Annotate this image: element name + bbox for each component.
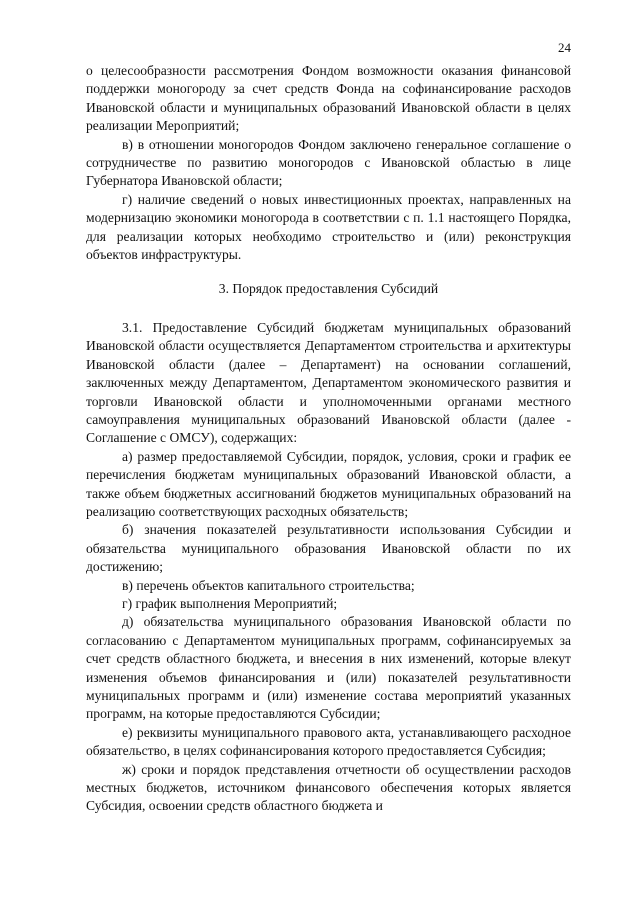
paragraph: в) в отношении моногородов Фондом заключено генеральное соглашение о сотрудничестве по развитию моногородов с Ивановской областью в лице Губернатора Ивановской области; xyxy=(86,136,571,189)
document-body xyxy=(86,62,571,816)
list-item: г) график выполнения Мероприятий; xyxy=(122,595,338,611)
paragraph: о целесообразности рассмотрения Фондом возможности оказания финансовой поддержки моногороду за счет средств Фонда на софинансирование расходов Ивановской области и муниципальных образований Ивановской области в целях реализации Мероприятий; xyxy=(86,63,571,134)
paragraph: г) наличие сведений о новых инвестиционных проектах, направленных на модернизацию экономики моногорода в соответствии с п. 1.1 настоящего Порядка, для реализации которых необходимо строительство и (или) реконструкция объектов инфраструктуры. xyxy=(86,191,571,263)
list-item: д) обязательства муниципального образования Ивановской области по согласованию с Департаментом муниципальных программ, софинансируемых за счет средств областного бюджета, и внесения в них изменений, которые влекут изменения объемов финансирования и (или) показателей результативности муниципальных программ и (или) изменение состава мероприятий указанных программ, на которые предоставляются Субсидии; xyxy=(86,614,571,722)
list-item: а) размер предоставляемой Субсидии, порядок, условия, сроки и график ее перечисления бюджетам муниципальных образований Ивановской области, а также объем бюджетных ассигнований бюджетов муниципальных образований на реализацию соответствующих расходных обязательств; xyxy=(86,448,571,519)
page-number: 24 xyxy=(558,40,571,55)
list-item: в) перечень объектов капитального строительства; xyxy=(122,577,415,593)
paragraph: 3.1. Предоставление Субсидий бюджетам муниципальных образований Ивановской области осуществляется Департаментом строительства и архитектуры Ивановской области (далее – Департамент) на основании соглашений, заключенных между Департаментом, Департаментом экономического развития и торговли Ивановской области и уполномоченными органами местного самоуправления муниципальных образований Ивановской области (далее - Соглашение с ОМСУ), содержащих: xyxy=(86,319,571,446)
list-item: б) значения показателей результативности использования Субсидии и обязательства муниципального образования Ивановской области по их достижению; xyxy=(86,522,571,575)
list-item: ж) сроки и порядок представления отчетности об осуществлении расходов местных бюджетов, источником финансового обеспечения которых является Субсидия, освоении средств областного бюджета и xyxy=(86,761,571,814)
list-item: е) реквизиты муниципального правового акта, устанавливающего расходное обязательство, в целях софинансирования которого предоставляется Субсидия; xyxy=(86,724,571,759)
section-heading: 3. Порядок предоставления Субсидий xyxy=(218,281,439,297)
